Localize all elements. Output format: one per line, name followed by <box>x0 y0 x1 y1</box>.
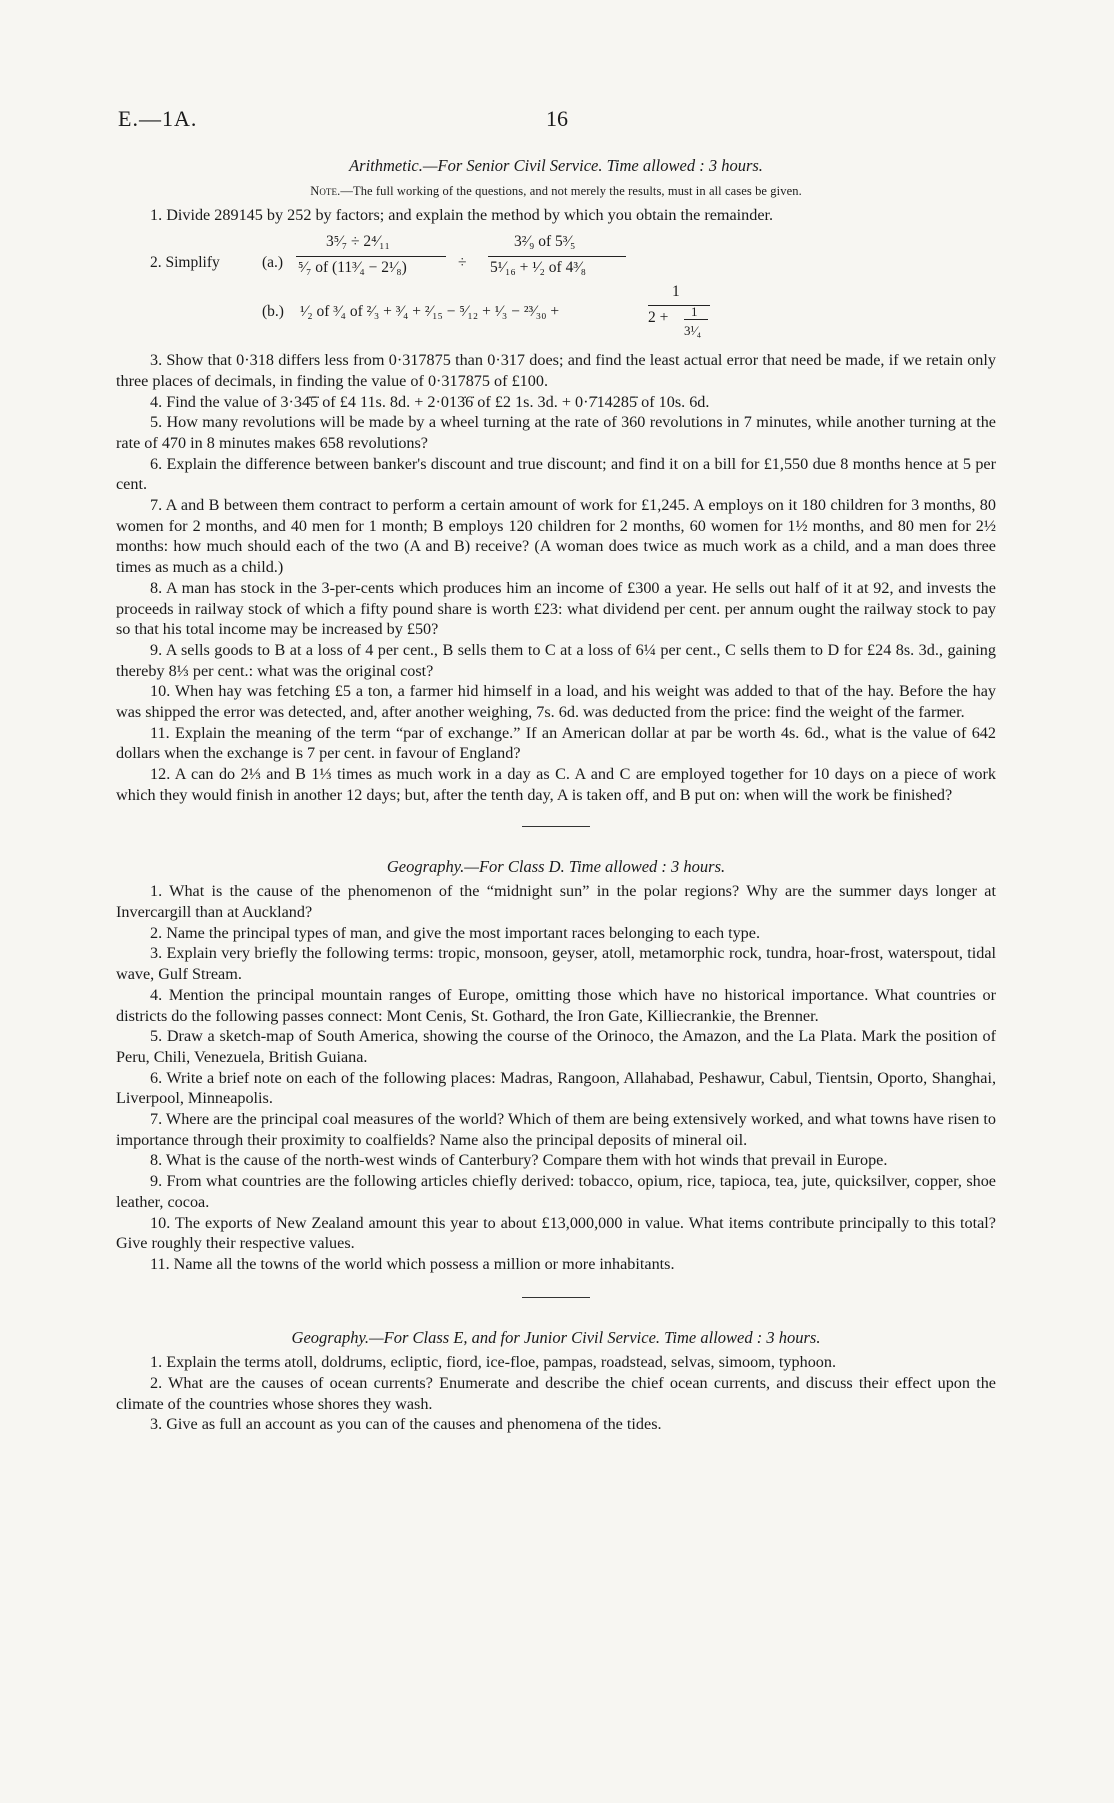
part-a-denominator-1: ⁵⁄₇ of (11³⁄₄ − 2¹⁄₈) <box>298 259 407 277</box>
arithmetic-question-1: 1. Divide 289145 by 252 by factors; and explain the method by which you obtain the remainder. <box>150 206 774 225</box>
geography-e-question: 2. What are the causes of ocean currents? Enumerate and describe the chief ocean currents, and discuss their effect upon the climate of the countries whose shores they wash. <box>116 1374 996 1413</box>
arithmetic-note <box>116 181 996 202</box>
arithmetic-question: 8. A man has stock in the 3-per-cents which produces him an income of £300 a year. He sells out half of it at 92, and invests the proceeds in railway stock of which a fifty pound share is worth £23: what dividend per cent. per annum ought the railway stock to pay so that his total income may be increased by £50? <box>116 578 996 639</box>
section-divider <box>522 826 590 827</box>
part-a-numerator-1: 3⁵⁄₇ ÷ 2⁴⁄₁₁ <box>326 233 390 251</box>
arithmetic-question: 6. Explain the difference between banker's discount and true discount; and find it on a bill for £1,550 due 8 months hence at 5 per cent. <box>116 454 996 494</box>
arithmetic-question: 12. A can do 2⅓ and B 1⅓ times as much work in a day as C. A and C are employed together for 10 days on a piece of work which they would finish in another 12 days; but, after the tenth day, A is taken off, and B put on: when will the work be finished? <box>116 765 996 804</box>
geography-d-question: 1. What is the cause of the phenomenon of the “midnight sun” in the polar regions? Why are the summer days longer at Invercargill than at Auckland? <box>116 882 996 921</box>
geography-class-d-section <box>116 857 996 1275</box>
geography-d-question: 2. Name the principal types of man, and give the most important races belonging to each type. <box>150 923 761 942</box>
part-b-label: (b.) <box>262 303 284 321</box>
fraction-bar-2 <box>488 256 626 257</box>
inner-fraction-numerator: 1 <box>691 304 698 320</box>
geography-d-question: 6. Write a brief note on each of the following places: Madras, Rangoon, Allahabad, Peshawur, Cabul, Tientsin, Oporto, Shanghai, Liverpool, Minneapolis. <box>116 1068 996 1108</box>
geography-e-question: 1. Explain the terms atoll, doldrums, ecliptic, fiord, ice-floe, pampas, roadstead, selvas, simoom, typhoon. <box>150 1353 837 1372</box>
arithmetic-question: 3. Show that 0·318 differs less from 0·317875 than 0·317 does; and find the least actual error that need be made, if we retain only three places of decimals, in finding the value of 0·317875 of £100. <box>116 351 996 390</box>
geography-d-question: 7. Where are the principal coal measures of the world? Which of them are being extensively worked, and what towns have risen to importance through their proximity to coalfields? Name also the principal deposits of mineral oil. <box>116 1110 996 1149</box>
geography-d-heading: Geography.—For Class D. Time allowed : 3 hours. <box>386 856 726 876</box>
geography-e-heading: Geography.—For Class E, and for Junior Civil Service. Time allowed : 3 hours. <box>291 1327 821 1347</box>
part-a-numerator-2: 3²⁄₉ of 5³⁄₅ <box>514 233 576 251</box>
arithmetic-questions <box>116 350 996 805</box>
page-content <box>116 156 996 1435</box>
geography-e-question: 3. Give as full an account as you can of the causes and phenomena of the tides. <box>150 1415 662 1434</box>
division-sign: ÷ <box>458 254 467 272</box>
fraction-bar-4 <box>684 319 708 320</box>
report-code: E.—1A. <box>118 106 198 131</box>
fraction-bar-1 <box>296 256 446 257</box>
simplify-label: 2. Simplify <box>150 254 220 272</box>
section-divider <box>522 1297 590 1298</box>
page-number: 16 <box>546 106 568 131</box>
simplify-question <box>116 228 996 346</box>
part-a-denominator-2: 5¹⁄₁₆ + ¹⁄₂ of 4³⁄₈ <box>490 259 586 277</box>
note-text: —The full working of the questions, and not merely the results, must in all cases be given. <box>340 183 802 198</box>
part-b-expression: ¹⁄₂ of ³⁄₄ of ²⁄₃ + ³⁄₄ + ²⁄₁₅ − ⁵⁄₁₂ + ¹⁄₃ − ²³⁄₃₀ + <box>300 303 560 321</box>
arithmetic-section <box>116 156 996 806</box>
continued-fraction-two: 2 + <box>648 309 669 327</box>
geography-d-question: 5. Draw a sketch-map of South America, showing the course of the Orinoco, the Amazon, and the La Plata. Mark the position of Peru, Chili, Venezuela, British Guiana. <box>116 1027 996 1066</box>
arithmetic-question: 9. A sells goods to B at a loss of 4 per cent., B sells them to C at a loss of 6¼ per cent., C sells them to D for £24 8s. 3d., gaining thereby 8⅓ per cent.: what was the original cost? <box>116 640 996 680</box>
arithmetic-question: 11. Explain the meaning of the term “par of exchange.” If an American dollar at par be worth 4s. 6d., what is the value of 642 dollars when the exchange is 7 per cent. in favour of England? <box>116 723 996 763</box>
geography-class-e-section <box>116 1328 996 1436</box>
geography-d-question: 4. Mention the principal mountain ranges of Europe, omitting those which have no historical importance. What countries or districts do the following passes connect: Mont Cenis, St. Gothard, the Iron Gate, Killiecrankie, the Brenner. <box>116 985 996 1025</box>
continued-fraction-numerator: 1 <box>672 283 680 301</box>
geography-d-question: 11. Name all the towns of the world which possess a million or more inhabitants. <box>150 1254 675 1273</box>
fraction-bar-3 <box>648 305 710 306</box>
arithmetic-heading: Arithmetic.—For Senior Civil Service. Time allowed : 3 hours. <box>349 156 763 175</box>
geography-d-question: 8. What is the cause of the north-west winds of Canterbury? Compare them with hot winds that prevail in Europe. <box>150 1151 888 1170</box>
arithmetic-question: 10. When hay was fetching £5 a ton, a farmer hid himself in a load, and his weight was added to that of the hay. Before the hay was shipped the error was detected, and, after another weighing, 7s. 6d. was deducted from the price: find the weight of the farmer. <box>116 682 996 722</box>
note-label: Note. <box>310 183 341 198</box>
inner-fraction-denominator: 3¹⁄₄ <box>684 323 702 339</box>
geography-d-question: 10. The exports of New Zealand amount this year to about £13,000,000 in value. What items contribute principally to this total? Give roughly their respective values. <box>116 1213 996 1253</box>
arithmetic-question: 7. A and B between them contract to perform a certain amount of work for £1,245. A employs on it 180 children for 3 months, 80 women for 2 months, and 40 men for 1 month; B employs 120 children for 2 months, 60 women for 1½ months, and 80 men for 2½ months: how much should each of the two (A and B) receive? (A woman does twice as much work as a child, and a man does three times as much as a child.) <box>116 496 996 577</box>
arithmetic-question: 4. Find the value of 3·34̇5̇ of £4 11s. 8d. + 2·013̇6̇ of £2 1s. 3d. + 0·7̇14285̇ of 10s. 6d. <box>150 392 710 411</box>
part-a-label: (a.) <box>262 254 284 272</box>
geography-d-question: 3. Explain very briefly the following terms: tropic, monsoon, geyser, atoll, metamorphic rock, tundra, hoar-frost, waterspout, tidal wave, Gulf Stream. <box>116 944 996 984</box>
arithmetic-question: 5. How many revolutions will be made by a wheel turning at the rate of 360 revolutions in 7 minutes, while another turning at the rate of 470 in 8 minutes makes 658 revolutions? <box>116 413 996 452</box>
geography-d-question: 9. From what countries are the following articles chiefly derived: tobacco, opium, rice, tapioca, tea, jute, quicksilver, copper, shoe leather, cocoa. <box>116 1172 996 1211</box>
